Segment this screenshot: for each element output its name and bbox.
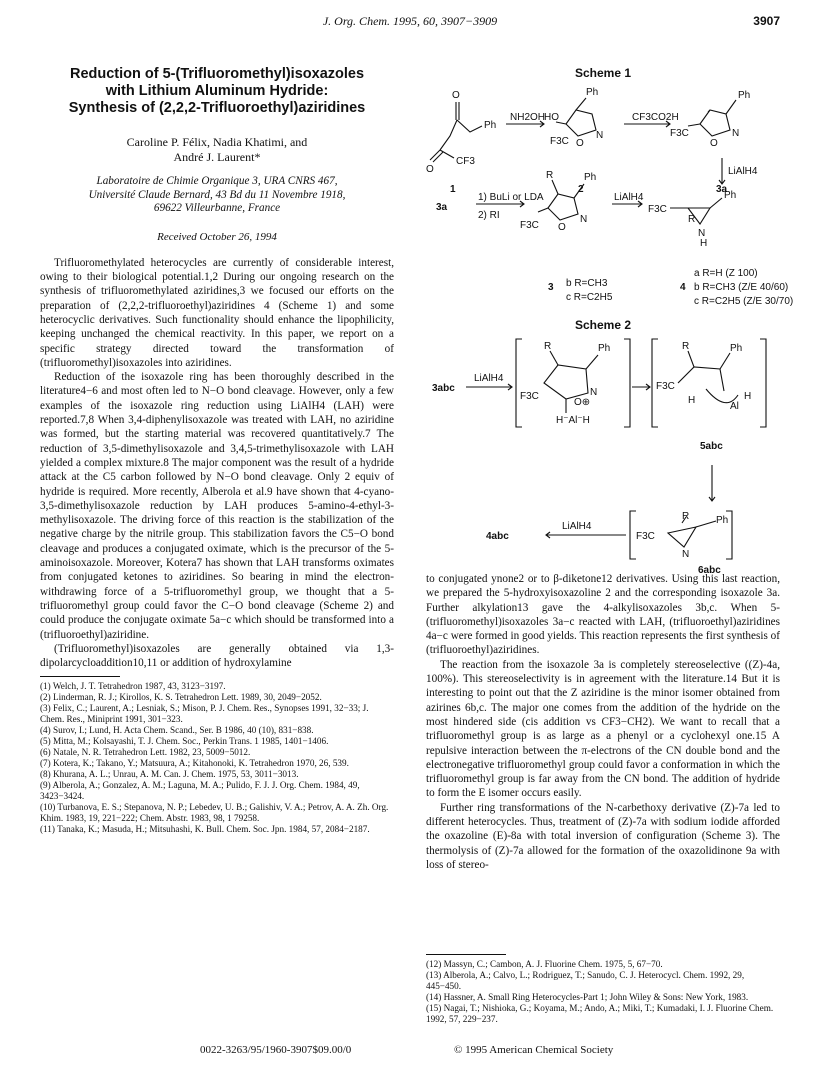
body-paragraph: The reaction from the isoxazole 3a is completely stereoselective ((Z)-4a, 100%). This stereoselectivity is in agreement with the literature.14 But it is interesting to point out that the Z aziridine is the minor isomer obtained from azirines 6b,c. The major one comes from the addition of the hydride on the most hindered side (cis addition vs CF3−CH2). We want to recall that a trifluoromethyl group is as large as a phenyl or a cyclohexyl one.15 A repulsive interaction between the π-electrons of the CN double bond and the electronegative trifluoromethyl group could favor a conformation in which the trifluoromethyl group is far away from the CN bond. The addition of hydride to form the E isomer occurs easily.: [426, 658, 780, 800]
atom-label: F3C: [648, 204, 667, 216]
affiliation-line: Université Claude Bernard, 43 Bd du 11 Novembre 1918,: [88, 188, 346, 201]
footnote-rule: [40, 676, 120, 677]
footnote: (13) Alberola, A.; Calvo, L.; Rodriguez, T.; Sanudo, C. J. Heterocycl. Chem. 1992, 29, 445−450.: [426, 970, 745, 991]
substituent-label: b R=CH3 (Z/E 40/60): [694, 282, 789, 294]
atom-label: O: [710, 138, 718, 150]
atom-label: O: [452, 90, 460, 102]
copyright: © 1995 American Chemical Society: [454, 1044, 614, 1056]
atom-label: F3C: [520, 220, 539, 232]
reagent-label: LiAlH4: [614, 192, 644, 204]
footnote: (5) Mitta, M.; Kolsayashi, T. J. Chem. Soc., Perkin Trans. 1 1985, 1401−1406.: [40, 736, 329, 747]
atom-label: Al: [730, 400, 739, 412]
title-line: Synthesis of (2,2,2-Trifluoroethyl)aziridines: [68, 100, 366, 116]
footnote: (10) Turbanova, E. S.; Stepanova, N. P.; Lebedev, U. B.; Galishiv, V. A.; Petrov, A. A. Zh. Org. Khim. 1983, 19, 221−222; Chem. Abstr. 1983, 98, 1 79258.: [40, 802, 389, 824]
atom-label: R: [688, 214, 696, 226]
reagent-label: LiAlH4: [728, 166, 758, 178]
article-code: 0022-3263/95/1960-3907$09.00/0: [200, 1044, 352, 1056]
atom-label: N: [682, 548, 690, 560]
substituent-label: a R=H (Z 100): [694, 268, 758, 280]
substituent-label: b R=CH3: [566, 278, 608, 290]
footnote: (14) Hassner, A. Small Ring Heterocycles-Part 1; John Wiley & Sons: New York, 1983.: [426, 992, 749, 1002]
footnote: (11) Tanaka, K.; Masuda, H.; Mitsuhashi, K. Bull. Chem. Soc. Jpn. 1984, 57, 2084−2187.: [40, 824, 370, 835]
reagent-label: 2) RI: [478, 210, 500, 222]
footnote: (2) Linderman, R. J.; Kirollos, K. S. Tetrahedron Lett. 1989, 30, 2049−2052.: [40, 692, 322, 703]
substituent-label: c R=C2H5: [566, 292, 613, 304]
reagent-label: NH2OH: [510, 112, 546, 124]
atom-label: O: [558, 222, 566, 234]
affiliation-line: Laboratoire de Chimie Organique 3, URA CNRS 467,: [96, 175, 338, 187]
received-date: Received October 26, 1994: [157, 230, 277, 243]
reagent-label: LiAlH4: [474, 372, 504, 384]
journal-citation: J. Org. Chem. 1995, 60, 3907−3909: [322, 14, 498, 28]
atom-label: Ph: [730, 342, 743, 354]
atom-label: N: [698, 228, 706, 240]
atom-label: F3C: [670, 128, 689, 140]
atom-label: H: [700, 238, 708, 250]
compound-label: 3abc: [432, 382, 455, 394]
atom-label: F3C: [550, 136, 569, 148]
atom-label: Ph: [484, 120, 497, 132]
compound-label: 2: [578, 184, 584, 196]
footnote: (1) Welch, J. T. Tetrahedron 1987, 43, 3123−3197.: [40, 681, 226, 692]
atom-label: H⁻Al⁻H: [556, 414, 590, 426]
affiliation-line: 69622 Villeurbanne, France: [153, 202, 281, 214]
footnote: (7) Kotera, K.; Takano, Y.; Matsuura, A.; Kitahonoki, K. Tetrahedron 1970, 26, 539.: [40, 758, 349, 769]
page-footer: [40, 1044, 780, 1058]
atom-label: N: [732, 128, 740, 140]
right-column-text: [426, 572, 780, 872]
title-line: with Lithium Aluminum Hydride:: [105, 83, 329, 99]
atom-label: N: [580, 214, 588, 226]
atom-label: CF3: [456, 156, 475, 168]
scheme1-figure: [426, 80, 794, 318]
atom-label: Ph: [598, 342, 611, 354]
page-number: 3907: [753, 14, 780, 28]
footnote: (6) Natale, N. R. Tetrahedron Lett. 1982, 23, 5009−5012.: [40, 747, 251, 758]
atom-label: HO: [544, 112, 559, 124]
scheme2-title: Scheme 2: [574, 318, 632, 333]
atom-label: O: [426, 164, 434, 176]
compound-label: 6abc: [698, 564, 721, 576]
author-line: Caroline P. Félix, Nadia Khatimi, and: [126, 135, 308, 149]
compound-label: 3: [548, 282, 554, 294]
affiliation: [40, 175, 394, 216]
schemes-area: [426, 66, 794, 576]
footnotes-left: [40, 681, 394, 835]
atom-label: Ph: [584, 172, 597, 184]
author-line: André J. Laurent*: [173, 150, 261, 164]
body-paragraph: Trifluoromethylated heterocycles are currently of considerable interest, owing to their biological potential.1,2 During our ongoing research on the synthesis of trifluoromethylated aziridines,3 we focused our efforts on the preparation of (2,2,2-trifluoroethyl)aziridines 4 (Scheme 1) and some heterocyclic derivatives. Such functionality should enhance the lipophilicity, keeping unchanged the chemical reactivity. In this paper, we report on a specific strategy directed toward the transformation of (trifluoromethyl)isoxazoles into aziridines.: [40, 256, 394, 369]
atom-label: R: [682, 340, 690, 352]
compound-label: 3a: [436, 202, 448, 214]
atom-label: F3C: [636, 530, 655, 542]
atom-label: O⊕: [574, 396, 591, 408]
article-title: [40, 66, 394, 117]
compound-label: 4: [680, 282, 686, 294]
atom-label: H: [688, 394, 696, 406]
footnote: (15) Nagai, T.; Nishioka, G.; Koyama, M.; Ando, A.; Miki, T.; Kumadaki, I. J. Fluorine Chem. 1992, 57, 229−237.: [426, 1003, 774, 1024]
compound-label: 4abc: [486, 530, 509, 542]
title-line: Reduction of 5-(Trifluoromethyl)isoxazoles: [69, 66, 365, 82]
atom-label: F3C: [656, 380, 675, 392]
atom-label: Ph: [716, 514, 729, 526]
compound-label: 5abc: [700, 440, 723, 452]
running-head: [40, 14, 780, 32]
footnote: (4) Surov, I.; Lund, H. Acta Chem. Scand., Ser. B 1986, 40 (10), 831−838.: [40, 725, 314, 736]
atom-label: R: [544, 340, 552, 352]
atom-label: Ph: [586, 87, 599, 99]
reagent-label: 1) BuLi or LDA: [478, 192, 544, 204]
footnotes-right: [426, 948, 780, 1025]
atom-label: N: [596, 130, 604, 142]
left-column: [40, 66, 394, 835]
atom-label: H: [744, 390, 752, 402]
footnote: (8) Khurana, A. L.; Unrau, A. M. Can. J. Chem. 1975, 53, 3011−3013.: [40, 769, 299, 780]
atom-label: Ph: [738, 90, 751, 102]
body-paragraph: Reduction of the isoxazole ring has been thoroughly described in the literature4−6 and most often led to N−O bond cleavage. However, only a few examples of the isoxazole ring reduction using LiAlH4 (LAH) were reported.7,8 When 3,4-diphenylisoxazole was treated with LAH, no aziridine was formed, but the starting material was recovered quantitatively.7 The reduction of 3,5-dimethylisoxazole and 3,4,5-trimethylisoxazole with LAH yielded a complex mixture.8 The major component was the result of a hydride attack at the C5 carbon followed by N−O bond cleavage. Only 2 equiv of hydride is required. More recently, Alberola et al.9 have shown that 4-cyano-3,5-dimethylisoxazole reduction by LAH produces 5-amino-4-ethyl-3-methylisoxazole. The driving force of this reaction is the stabilization of the negative charge by the nitrile group. This stabilization favors the C5−O bond cleavage and produces a conjugated oximate, which is the precursor of the 5-aminoisoxazole. Moreover, Kotera7 has shown that LAH transforms oximates from conjugated ketones to aziridines. So bearing in mind the electron-withdrawing force of a 5-trifluoromethyl group, we thought that a 5-trifluoromethyl group could favor the C−O bond cleavage (Scheme 2) and could produce the conjugate oximate 5a−c which should be transformed into a (trifluoroethyl)aziridine.: [40, 371, 394, 641]
atom-label: R: [682, 510, 690, 522]
footnote-rule: [426, 954, 506, 955]
atom-label: N: [590, 386, 598, 398]
body-paragraph: (Trifluoromethyl)isoxazoles are generally obtained via 1,3-dipolarcycloaddition10,11 or addition of hydroxylamine: [40, 642, 394, 670]
atom-label: O: [576, 138, 584, 150]
body-paragraph: to conjugated ynone2 or to β-diketone12 derivatives. Using this last reaction, we prepared the 5-hydroxyisoxazoline 2 and the corresponding isoxazole 3a. Further alkylation13 gave the 4-alkylisoxazoles 3b,c. When 5-(trifluoromethyl)isoxazoles 3a−c reacted with LAH, (trifluoroethyl)aziridines 4a−c were formed in good yields. This reaction represents the first synthesis of (trifluoroethyl)aziridines.: [426, 573, 780, 657]
reagent-label: CF3CO2H: [632, 112, 679, 124]
authors: [40, 135, 394, 165]
compound-label: 3a: [716, 184, 728, 196]
atom-label: F3C: [520, 390, 539, 402]
substituent-label: c R=C2H5 (Z/E 30/70): [694, 296, 794, 308]
reagent-label: LiAlH4: [562, 520, 592, 532]
footnote: (12) Massyn, C.; Cambon, A. J. Fluorine Chem. 1975, 5, 67−70.: [426, 959, 663, 969]
footnote: (3) Felix, C.; Laurent, A.; Lesniak, S.; Mison, P. J. Chem. Res., Synopses 1991, 32−33; J. Chem. Res., Miniprint 1991, 301−323.: [40, 703, 369, 725]
scheme1-title: Scheme 1: [574, 66, 632, 80]
body-paragraph: Further ring transformations of the N-carbethoxy derivative (Z)-7a led to different heterocycles. Thus, treatment of (Z)-7a with sodium iodide afforded the oxazoline (E)-8a with total inversion of configuration (Scheme 3). The thermolysis of (Z)-7a allowed for the formation of the oxazolidinone 9a with loss of stereo-: [426, 801, 780, 871]
atom-label: R: [546, 170, 554, 182]
compound-label: 1: [450, 184, 456, 196]
footnote: (9) Alberola, A.; Gonzalez, A. M.; Laguna, M. A.; Pulido, F. J. J. Org. Chem. 1984, 49, 3423−3424.: [40, 780, 360, 802]
atom-label: Ph: [724, 190, 737, 202]
scheme2-figure: [426, 333, 780, 576]
